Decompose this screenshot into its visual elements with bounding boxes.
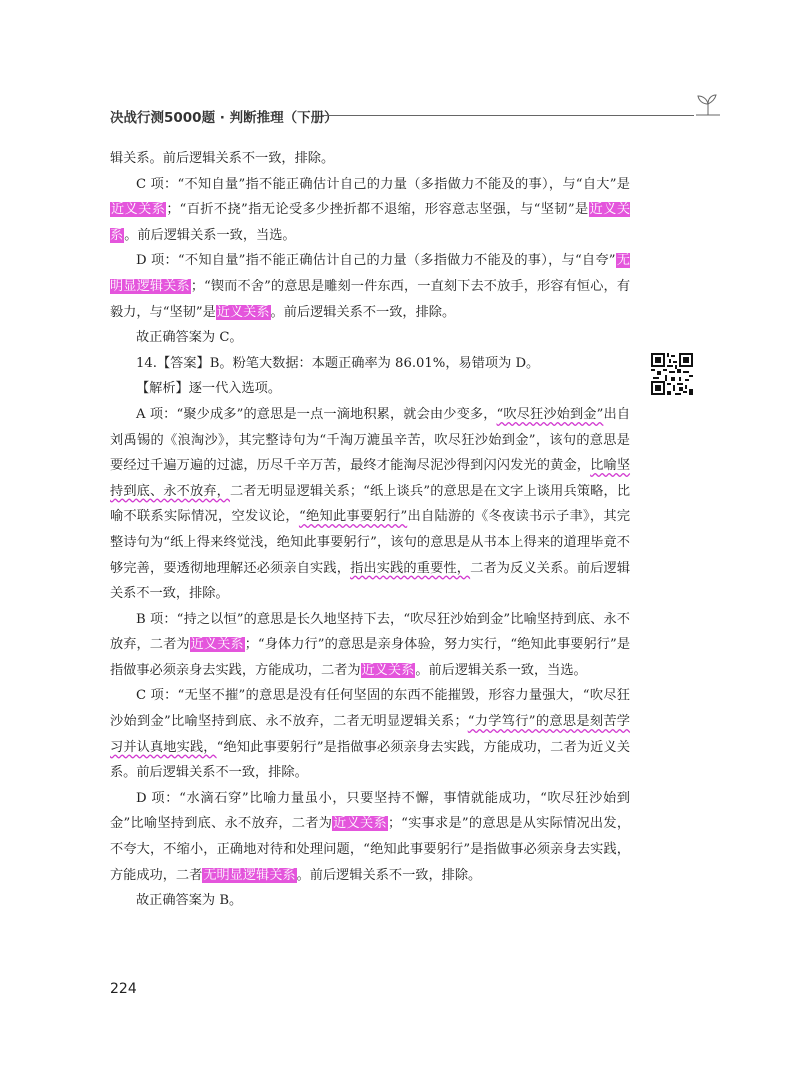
- wavy-underline: “力学笃行”的意思是刻苦学习并认真地实践，: [110, 714, 630, 755]
- option-c-analysis-13: C 项：“不知自量”指不能正确估计自己的力量（多指做力不能及的事），与“自大”是近义关系；“百折不挠”指无论受多少挫折都不退缩，形容意志坚强，与“坚韧”是近义关系。前后逻辑关系一致，当选。: [110, 176, 631, 243]
- highlight-synonym: 近义关系: [333, 816, 387, 832]
- sprout-icon: [690, 94, 726, 120]
- highlight-no-relation: 无明显逻辑关系: [203, 867, 296, 883]
- answer-explanation-body: [110, 146, 630, 914]
- option-a-analysis-14: A 项：“聚少成多”的意思是一点一滴地积累，就会由少变多，“吹尽狂沙始到金”出自刘禹锡的《浪淘沙》，其完整诗句为“千淘万漉虽辛苦，吹尽狂沙始到金”，该句的意思是要经过千遍万遍的过滤，历尽千辛万苦，最终才能淘尽泥沙得到闪闪发光的黄金，比喻坚持到底、永不放弃，二者无明显逻辑关系；“纸上谈兵”的意思是在文字上谈用兵策略，比喻不联系实际情况，空发议论，“绝知此事要躬行”出自陆游的《冬夜读书示子聿》，其完整诗句为“纸上得来终觉浅，绝知此事要躬行”，该句的意思是从书本上得来的道理毕竟不够完善，要透彻地理解还必须亲自实践，指出实践的重要性，二者为反义关系。前后逻辑关系不一致，排除。: [110, 406, 631, 602]
- conclusion-14: 故正确答案为 B。: [136, 893, 243, 909]
- book-title: 决战行测5000题 · 判断推理（下册）: [110, 110, 338, 126]
- analysis-heading-14: 【解析】逐一代入选项。: [136, 381, 282, 397]
- option-d-analysis-14: D 项：“水滴石穿”比喻力量虽小，只要坚持不懈，事情就能成功，“吹尽狂沙始到金”比喻坚持到底、永不放弃，二者为近义关系；“实事求是”的意思是从实际情况出发，不夸大，不缩小，正确地对待和处理问题，“绝知此事要躬行”是指做事必须亲身去实践，方能成功，二者无明显逻辑关系。前后逻辑关系不一致，排除。: [110, 790, 631, 883]
- option-b-analysis-14: B 项：“持之以恒”的意思是长久地坚持下去，“吹尽狂沙始到金”比喻坚持到底、永不放弃，二者为近义关系；“身体力行”的意思是亲身体验，努力实行，“绝知此事要躬行”是指做事必须亲身去实践，方能成功，二者为近义关系。前后逻辑关系一致，当选。: [110, 611, 631, 678]
- wavy-underline: 比喻坚持到底、永不放弃，: [110, 458, 631, 499]
- answer-14: 14.【答案】B。粉笔大数据：本题正确率为 86.01%，易错项为 D。: [136, 355, 540, 371]
- highlight-synonym: 近义关系: [110, 202, 631, 243]
- page-number: 224: [110, 981, 137, 997]
- highlight-no-relation: 无明显逻辑关系: [110, 253, 630, 294]
- highlight-synonym: 近义关系: [190, 637, 244, 653]
- option-c-analysis-14: C 项：“无坚不摧”的意思是没有任何坚固的东西不能摧毁，形容力量强大，“吹尽狂沙始到金”比喻坚持到底、永不放弃，二者无明显逻辑关系；“力学笃行”的意思是刻苦学习并认真地实践，“绝知此事要躬行”是指做事必须亲身去实践，方能成功，二者为近义关系。前后逻辑关系不一致，排除。: [110, 688, 631, 781]
- highlight-synonym: 近义关系: [111, 202, 166, 218]
- wavy-underline: 指出实践的重要性，: [350, 560, 471, 576]
- option-d-analysis-13: D 项：“不知自量”指不能正确估计自己的力量（多指做力不能及的事），与“自夸”无明显逻辑关系；“锲而不舍”的意思是雕刻一件东西，一直刻下去不放手，形容有恒心，有毅力，与“坚韧”是近义关系。前后逻辑关系不一致，排除。: [110, 253, 631, 320]
- wavy-underline: “绝知此事要躬行”: [298, 509, 408, 525]
- highlight-synonym: 近义关系: [216, 304, 270, 320]
- highlight-synonym: 近义关系: [361, 662, 415, 678]
- qr-code: [651, 353, 693, 395]
- running-header: [110, 104, 710, 128]
- conclusion-13: 故正确答案为 C。: [136, 330, 243, 346]
- paragraph-0: 辑关系。前后逻辑关系不一致，排除。: [110, 151, 335, 166]
- wavy-underline: “吹尽狂沙始到金”: [496, 406, 604, 422]
- header-rule: [322, 115, 694, 116]
